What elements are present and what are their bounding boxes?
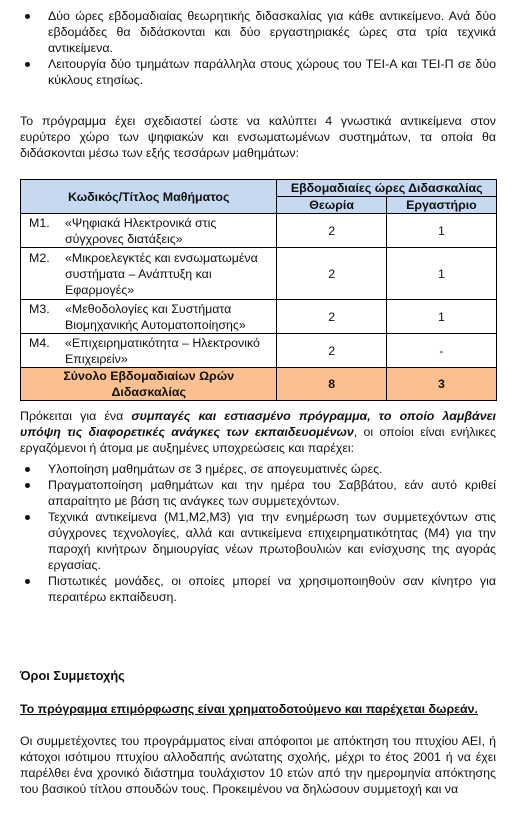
top-bullet-list bbox=[20, 8, 496, 88]
course-code: Μ4. bbox=[29, 335, 50, 350]
course-title: «Μεθοδολογίες και Συστήματα Βιομηχανικής Αυτοματοποίησης» bbox=[65, 301, 246, 332]
total-lab: 3 bbox=[386, 368, 496, 401]
list-item: Τεχνικά αντικείμενα (Μ1,Μ2,Μ3) για την ενημέρωση των συμμετεχόντων στις σύγχρονες τεχνολογίες, αλλά και αντικείμενα επιχειρηματικότητας (Μ4) για την παροχή κινήτρων δημιουργίας νέων πρωτοβουλιών και ενίσχυσης της αγοράς εργασίας. bbox=[20, 509, 496, 573]
list-item: Πιστωτικές μονάδες, οι οποίες μπορεί να χρησιμοποιηθούν σαν κίνητρο για περαιτέρω εκπαίδευση. bbox=[20, 573, 496, 605]
table-row bbox=[21, 214, 497, 248]
intro-paragraph: Το πρόγραμμα έχει σχεδιαστεί ώστε να καλύπτει 4 γνωστικά αντικείμενα στον ευρύτερο χώρο των ψηφιακών και ενσωματωμένων συστημάτων, τα οποία θα διδάσκονται μέσω των εξής τεσσάρων μαθημάτων: bbox=[20, 114, 496, 160]
header-code-title: Κωδικός/Τίτλος Μαθήματος bbox=[21, 180, 277, 214]
provides-bullet-list bbox=[20, 461, 496, 605]
list-item: Λειτουργία δύο τμημάτων παράλληλα στους χώρους του ΤΕΙ-Α και ΤΕΙ-Π σε δύο κύκλους ετησίως. bbox=[20, 56, 496, 88]
list-item: Υλοποίηση μαθημάτων σε 3 ημέρες, σε απογευματινές ώρες. bbox=[20, 461, 496, 477]
table-row bbox=[21, 334, 497, 368]
table-total-row bbox=[21, 368, 497, 401]
program-paragraph bbox=[20, 408, 496, 456]
header-lab: Εργαστήριο bbox=[386, 197, 496, 214]
lab-hours: 1 bbox=[386, 214, 496, 248]
participants-paragraph: Οι συμμετέχοντες του προγράμματος είναι απόφοιτοι με απόκτηση του πτυχίου ΑΕΙ, ή κάτοχοι ισότιμου πτυχίου αλλοδαπής ανώτατης σχολής, μέχρι το έτος 2001 ή να έχει παρέλθει ένα χρονικό διάστημα τουλάχιστον 10 ετών από την ημερομηνία απόκτησης του βασικού τίτλου σπουδών τους. Προκειμένου να δηλώσουν συμμετοχή και να bbox=[20, 734, 496, 796]
total-theory: 8 bbox=[277, 368, 386, 401]
header-theory: Θεωρία bbox=[277, 197, 386, 214]
table-row bbox=[21, 300, 497, 334]
courses-table bbox=[20, 179, 497, 401]
program-paragraph-emphasis: συμπαγές και εστιασμένο πρόγραμμα, το οποίο λαμβάνει υπόψη τις διαφορετικές ανάγκες των εκπαιδευομένων bbox=[20, 409, 496, 439]
course-code: Μ3. bbox=[29, 301, 50, 316]
program-paragraph-end: , οι οποίοι είναι ενήλικες εργαζόμενοι ή άτομα με αυξημένες υποχρεώσεις και παρέχει: bbox=[20, 425, 496, 455]
table-row bbox=[21, 248, 497, 300]
course-code: Μ2. bbox=[29, 250, 50, 265]
program-paragraph-start: Πρόκειται για ένα bbox=[20, 409, 132, 423]
list-item: Πραγματοποίηση μαθημάτων και την ημέρα του Σαββάτου, εάν αυτό κριθεί απαραίτητο με βάση τις ανάγκες των συμμετεχόντων. bbox=[20, 477, 496, 509]
theory-hours: 2 bbox=[277, 248, 386, 300]
lab-hours: - bbox=[386, 334, 496, 368]
header-weekly-hours: Εβδομαδιαίες ώρες Διδασκαλίας bbox=[277, 180, 497, 197]
lab-hours: 1 bbox=[386, 248, 496, 300]
list-item: Δύο ώρες εβδομαδιαίας θεωρητικής διδασκαλίας για κάθε αντικείμενο. Ανά δύο εβδομάδες θα διδάσκονται και δύο εργαστηριακές ώρες στα τρία τεχνικά αντικείμενα. bbox=[20, 8, 496, 56]
lab-hours: 1 bbox=[386, 300, 496, 334]
course-title: «Ψηφιακά Ηλεκτρονικά στις σύγχρονες διατάξεις» bbox=[65, 215, 217, 246]
course-code: Μ1. bbox=[29, 215, 50, 230]
section-heading: Όροι Συμμετοχής bbox=[20, 668, 125, 683]
table-header-row bbox=[21, 180, 497, 197]
total-label: Σύνολο Εβδομαδιαίων Ωρών Διδασκαλίας bbox=[21, 368, 277, 401]
course-title: «Μικροελεγκτές και ενσωματωμένα συστήματα – Ανάπτυξη και Εφαρμογές» bbox=[65, 250, 258, 297]
free-statement: Το πρόγραμμα επιμόρφωσης είναι χρηματοδοτούμενο και παρέχεται δωρεάν. bbox=[20, 702, 478, 716]
theory-hours: 2 bbox=[277, 334, 386, 368]
course-title: «Επιχειρηματικότητα – Ηλεκτρονικό Επιχειρείν» bbox=[65, 335, 260, 366]
theory-hours: 2 bbox=[277, 300, 386, 334]
theory-hours: 2 bbox=[277, 214, 386, 248]
